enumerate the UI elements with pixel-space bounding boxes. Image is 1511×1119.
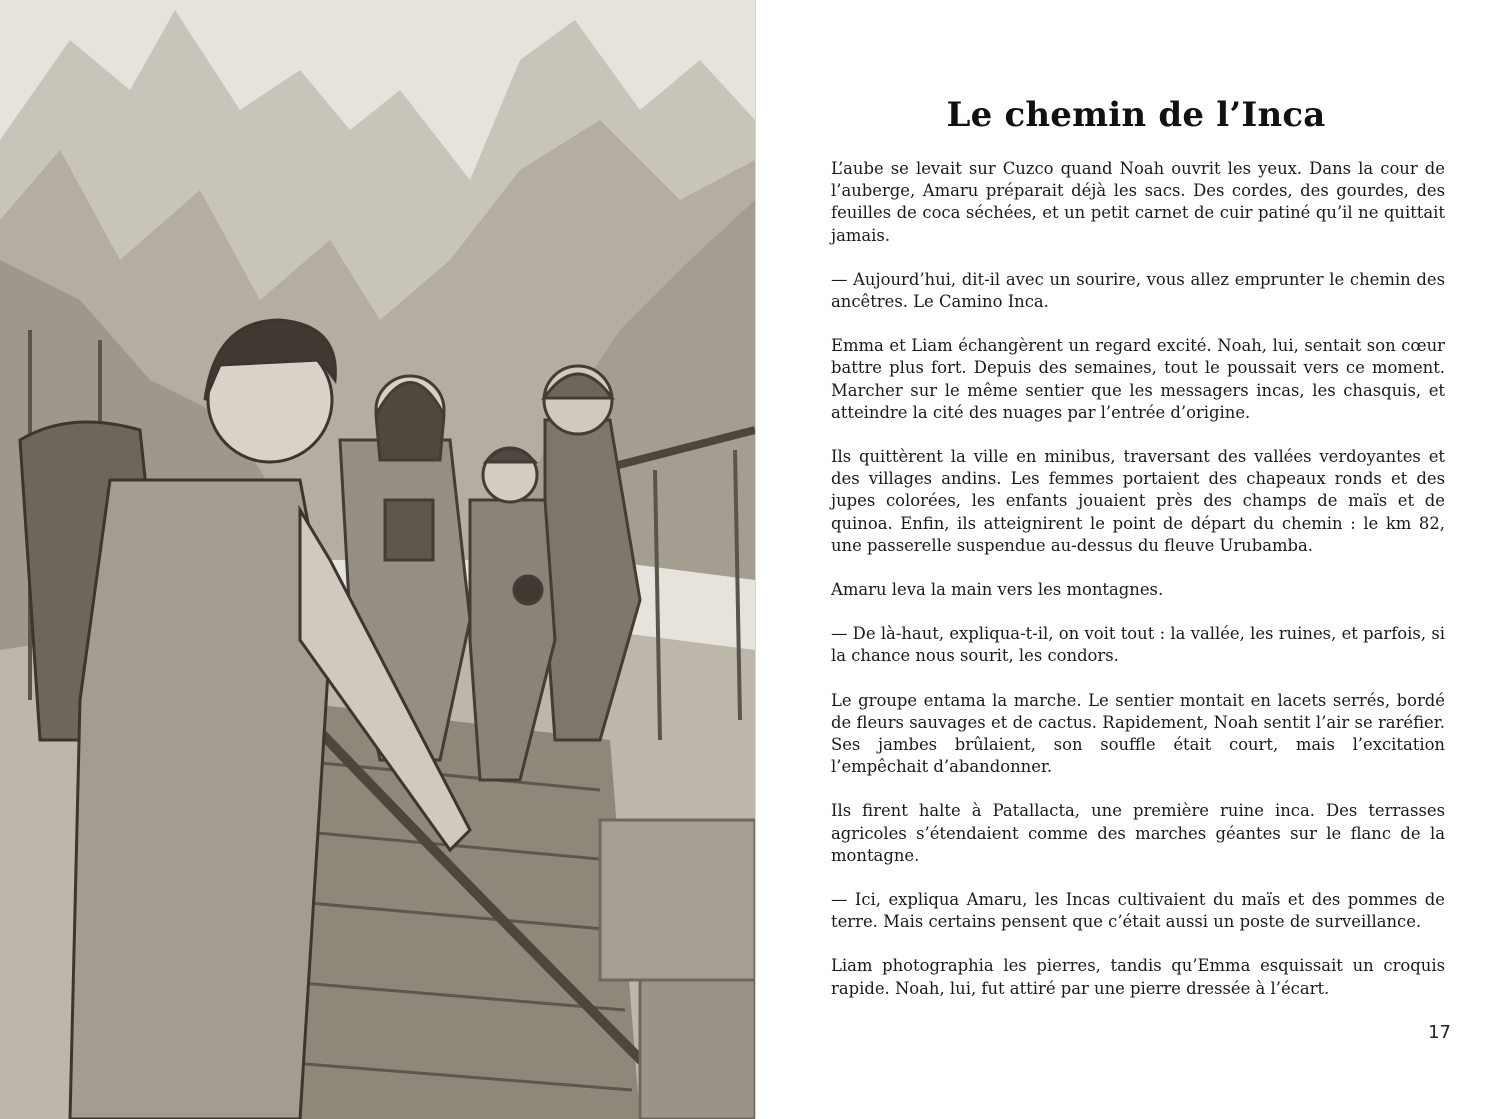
paragraph: Ils quittèrent la ville en minibus, traversant des vallées verdoyantes et des villages andins. Les femmes portaient des chapeaux ronds et des jupes colorées, les enfants jouaient près des champs de maïs et de quinoa. Enfin, ils atteignirent le point de départ du chemin : le km 82, une passerelle suspendue au-dessus du fleuve Urubamba. (831, 447, 1445, 555)
paragraph: Ils firent halte à Patallacta, une première ruine inca. Des terrasses agricoles s’étendaient comme des marches géantes sur le flanc de la montagne. (831, 801, 1445, 865)
paragraph: — De là-haut, expliqua-t-il, on voit tout : la vallée, les ruines, et parfois, si la chance nous sourit, les condors. (831, 624, 1445, 666)
paragraph: — Ici, expliqua Amaru, les Incas cultivaient du maïs et des pommes de terre. Mais certains pensent que c’était aussi un poste de surveillance. (831, 890, 1445, 932)
chapter-title: Le chemin de l’Inca (946, 94, 1326, 135)
paragraph: L’aube se levait sur Cuzco quand Noah ouvrit les yeux. Dans la cour de l’auberge, Amaru préparait déjà les sacs. Des cordes, des gourdes, des feuilles de coca séchées, et un petit carnet de cuir patiné qu’il ne quittait jamais. (831, 159, 1445, 245)
paragraph: Liam photographia les pierres, tandis qu’Emma esquissait un croquis rapide. Noah, lui, fut attiré par une pierre dressée à l’écart. (831, 956, 1445, 998)
pencil-illustration (0, 0, 755, 1119)
paragraph: Le groupe entama la marche. Le sentier montait en lacets serrés, bordé de fleurs sauvages et de cactus. Rapidement, Noah sentit l’air se raréfier. Ses jambes brûlaient, son souffle était court, mais l’excitation l’empêchait d’abandonner. (831, 690, 1445, 777)
paragraph: — Aujourd’hui, dit-il avec un sourire, vous allez emprunter le chemin des ancêtres. Le Camino Inca. (831, 269, 1445, 312)
text-page (756, 0, 1511, 1119)
stone-block (600, 820, 755, 980)
chapter-body (831, 158, 1445, 1022)
paragraph: Amaru leva la main vers les montagnes. (831, 580, 1164, 600)
stone-block (640, 980, 755, 1119)
paragraph: Emma et Liam échangèrent un regard excité. Noah, lui, sentait son cœur battre plus fort. Depuis des semaines, tout le poussait vers ce moment. Marcher sur le même sentier que les messagers incas, les chasquis, et atteindre la cité des nuages par l’entrée d’origine. (831, 336, 1445, 422)
page-number: 17 (1428, 1022, 1451, 1043)
